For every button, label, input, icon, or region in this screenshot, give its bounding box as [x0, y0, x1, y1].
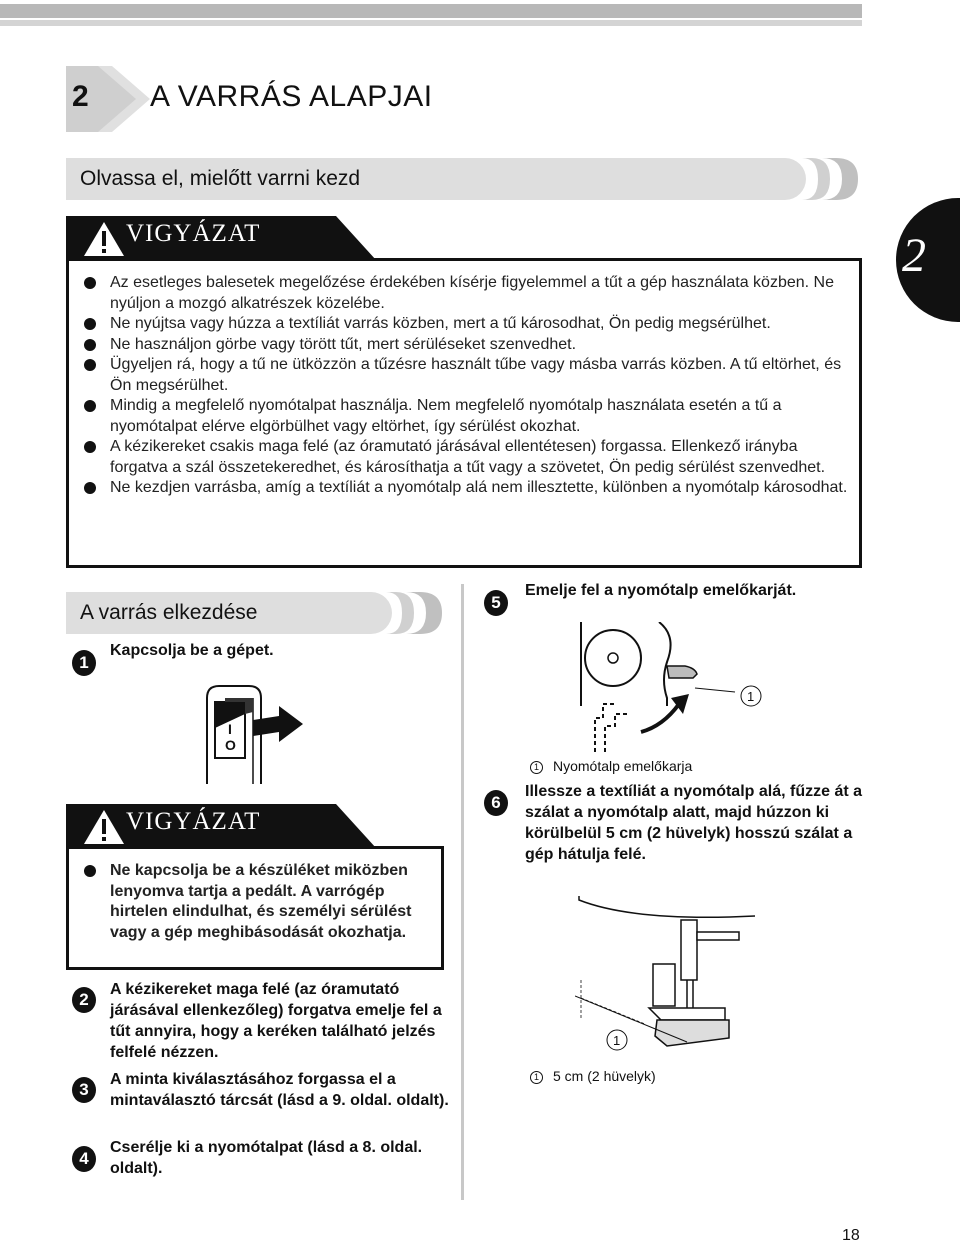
warning-box-main [66, 258, 862, 568]
lever-caption [530, 758, 692, 774]
page-number: 18 [842, 1227, 860, 1244]
warning-item: Ne nyújtsa vagy húzza a textíliát varrás közben, mert a tű károsodhat, Ön pedig megsérülhet. [83, 314, 853, 335]
thread-caption [530, 1068, 656, 1084]
warning-item: Az esetleges balesetek megelőzése érdekében kísérje figyelemmel a tűt a gép használata közben. Ne nyúljon a mozgó alkatrészek közelébe. [83, 273, 853, 314]
warning-label: VIGYÁZAT [126, 808, 261, 835]
switch-mark-on: I [228, 721, 232, 737]
power-switch-illustration [205, 684, 305, 784]
header-bar-light [0, 20, 862, 26]
step-1-text: Kapcsolja be a gépet. [110, 642, 274, 659]
section-read-title: Olvassa el, mielőtt varrni kezd [80, 167, 361, 190]
warning-item: Ne használjon görbe vagy törött tűt, mert sérüléseket szenvedhet. [83, 335, 853, 356]
thread-callout-number: 1 [613, 1033, 621, 1048]
chapter-number: 2 [72, 80, 89, 113]
side-tab-number: 2 [902, 229, 926, 282]
caption-number-icon: 1 [530, 1071, 543, 1084]
warning-item: A kézikereket csakis maga felé (az óramutató járásával ellentétesen) forgassa. Ellenkező irányba forgatva a szál összetekeredhet, és károsíthatja a tűt vagy a szövetet, Ön pedig sérülést szenvedhet. [83, 437, 853, 478]
section-read-bar [66, 158, 860, 200]
warning-switch-list [83, 861, 429, 943]
header-bar-dark [0, 4, 862, 18]
warning-item: Ügyeljen rá, hogy a tű ne ütközzön a tűzésre használt tűbe vagy másba varrás közben. A tű eltörhet, és Ön megsérülhet. [83, 355, 853, 396]
thread-under-foot-illustration [575, 896, 775, 1060]
thread-caption-text: 5 cm (2 hüvelyk) [553, 1068, 656, 1084]
warning-item: Ne kapcsolja be a készüléket miközben lenyomva tartja a pedált. A varrógép hirtelen elindulhat, és személyi sérülést vagy a gép meghibásodását okozhatja. [83, 861, 429, 943]
warning-box-switch [66, 846, 444, 970]
header-bars [0, 0, 862, 30]
step-3-badge: 3 [72, 1077, 96, 1103]
section-chevrons-icon [802, 158, 862, 200]
step-6-badge: 6 [484, 790, 508, 816]
caption-number-icon: 1 [530, 761, 543, 774]
column-divider [461, 584, 464, 1200]
presser-lever-illustration [575, 622, 775, 752]
warning-label: VIGYÁZAT [126, 220, 261, 247]
section-start-bar [66, 592, 446, 634]
step-6-text: Illessze a textíliát a nyomótalp alá, fűzze át a szálat a nyomótalp alatt, majd húzzon ki körülbelül 5 cm (2 hüvelyk) hosszú szálat a gép hátulja felé. [525, 783, 863, 863]
step-1-badge: 1 [72, 650, 96, 676]
chapter-title: A VARRÁS ALAPJAI [150, 80, 433, 113]
step-4-badge: 4 [72, 1146, 96, 1172]
switch-mark-off: O [225, 737, 236, 753]
warning-list [83, 273, 853, 499]
warning-item: Mindig a megfelelő nyomótalpat használja. Nem megfelelő nyomótalp használata esetén a tű a nyomótalpat elérve elgörbülhet vagy eltörhet, így sérülést okozhat. [83, 396, 853, 437]
lever-callout-number: 1 [747, 689, 755, 704]
step-5-text: Emelje fel a nyomótalp emelőkarját. [525, 582, 797, 599]
warning-item: Ne kezdjen varrásba, amíg a textíliát a nyomótalp alá nem illesztette, különben a nyomótalp károsodhat. [83, 478, 853, 499]
step-4-text: Cserélje ki a nyomótalpat (lásd a 8. oldal. oldalt). [110, 1139, 423, 1177]
section-chevrons-icon [386, 592, 446, 634]
step-2-badge: 2 [72, 987, 96, 1013]
section-start-title: A varrás elkezdése [80, 601, 258, 624]
step-2-text: A kézikereket maga felé (az óramutató járásával ellenkezőleg) forgatva emelje fel a tűt annyira, hogy a keréken található jelzés felfelé nézzen. [110, 981, 442, 1061]
step-5-badge: 5 [484, 590, 508, 616]
step-3-text: A minta kiválasztásához forgassa el a mintaválasztó tárcsát (lásd a 9. oldal. oldalt). [110, 1071, 449, 1109]
lever-caption-text: Nyomótalp emelőkarja [553, 758, 693, 774]
